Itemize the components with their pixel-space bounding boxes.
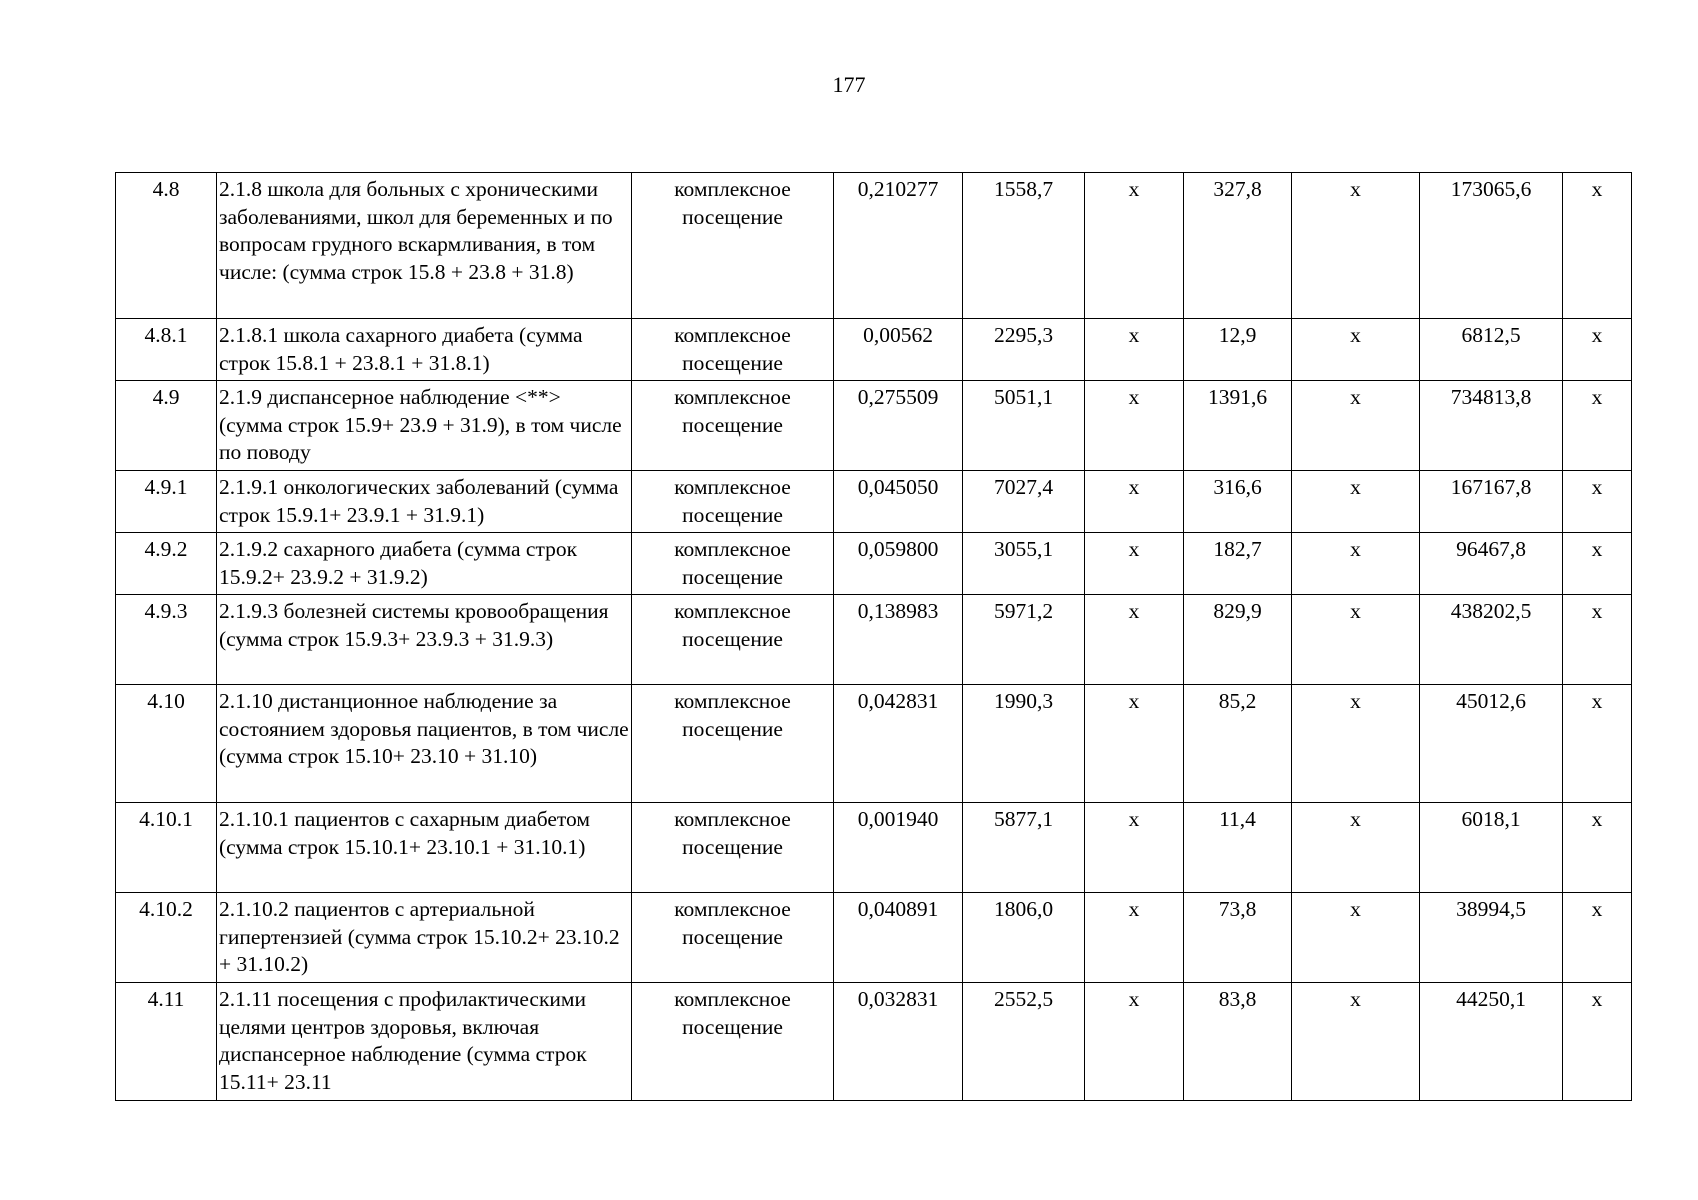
row-value-2: 5051,1	[963, 381, 1085, 471]
row-number: 4.8	[116, 173, 217, 319]
table-row	[116, 685, 1632, 803]
row-value-5: х	[1292, 685, 1420, 803]
row-unit: комплексное посещение	[632, 893, 834, 983]
row-value-4: 83,8	[1184, 983, 1292, 1101]
row-value-5: х	[1292, 533, 1420, 595]
row-value-1: 0,032831	[834, 983, 963, 1101]
row-value-4: 11,4	[1184, 803, 1292, 893]
row-value-1: 0,275509	[834, 381, 963, 471]
row-value-6: 173065,6	[1420, 173, 1563, 319]
row-number: 4.9.2	[116, 533, 217, 595]
row-value-5: х	[1292, 381, 1420, 471]
row-value-2: 7027,4	[963, 471, 1085, 533]
data-table	[115, 172, 1632, 1101]
row-value-1: 0,042831	[834, 685, 963, 803]
row-value-3: х	[1085, 983, 1184, 1101]
row-value-3: х	[1085, 803, 1184, 893]
table-row	[116, 173, 1632, 319]
row-value-6: 96467,8	[1420, 533, 1563, 595]
row-name: 2.1.10.2 пациентов с артериальной гипертензией (сумма строк 15.10.2+ 23.10.2 + 31.10.2)	[217, 893, 632, 983]
table-row	[116, 595, 1632, 685]
row-value-5: х	[1292, 595, 1420, 685]
row-unit: комплексное посещение	[632, 381, 834, 471]
table-row	[116, 381, 1632, 471]
row-value-7: х	[1563, 983, 1632, 1101]
row-value-3: х	[1085, 173, 1184, 319]
row-value-1: 0,040891	[834, 893, 963, 983]
row-name: 2.1.11 посещения с профилактическими целями центров здоровья, включая диспансерное наблюдение (сумма строк 15.11+ 23.11	[217, 983, 632, 1101]
row-value-7: х	[1563, 471, 1632, 533]
row-name: 2.1.9 диспансерное наблюдение <**> (сумма строк 15.9+ 23.9 + 31.9), в том числе по поводу	[217, 381, 632, 471]
row-number: 4.9	[116, 381, 217, 471]
row-value-6: 6018,1	[1420, 803, 1563, 893]
row-value-7: х	[1563, 319, 1632, 381]
row-value-4: 85,2	[1184, 685, 1292, 803]
row-unit: комплексное посещение	[632, 983, 834, 1101]
row-value-3: х	[1085, 319, 1184, 381]
row-value-3: х	[1085, 533, 1184, 595]
row-value-4: 73,8	[1184, 893, 1292, 983]
row-unit: комплексное посещение	[632, 533, 834, 595]
row-value-2: 5877,1	[963, 803, 1085, 893]
row-name: 2.1.8 школа для больных с хроническими заболеваниями, школ для беременных и по вопросам грудного вскармливания, в том числе: (сумма строк 15.8 + 23.8 + 31.8)	[217, 173, 632, 319]
row-name: 2.1.9.2 сахарного диабета (сумма строк 15.9.2+ 23.9.2 + 31.9.2)	[217, 533, 632, 595]
row-value-4: 829,9	[1184, 595, 1292, 685]
row-value-2: 5971,2	[963, 595, 1085, 685]
row-value-2: 1806,0	[963, 893, 1085, 983]
row-value-7: х	[1563, 893, 1632, 983]
row-value-6: 167167,8	[1420, 471, 1563, 533]
row-unit: комплексное посещение	[632, 471, 834, 533]
row-value-2: 1558,7	[963, 173, 1085, 319]
row-value-5: х	[1292, 983, 1420, 1101]
row-number: 4.11	[116, 983, 217, 1101]
row-value-1: 0,00562	[834, 319, 963, 381]
row-value-7: х	[1563, 173, 1632, 319]
row-unit: комплексное посещение	[632, 595, 834, 685]
row-value-1: 0,210277	[834, 173, 963, 319]
row-value-7: х	[1563, 803, 1632, 893]
row-value-7: х	[1563, 381, 1632, 471]
row-value-4: 182,7	[1184, 533, 1292, 595]
row-name: 2.1.10.1 пациентов с сахарным диабетом (сумма строк 15.10.1+ 23.10.1 + 31.10.1)	[217, 803, 632, 893]
table-row	[116, 983, 1632, 1101]
row-unit: комплексное посещение	[632, 173, 834, 319]
row-number: 4.10	[116, 685, 217, 803]
row-value-6: 6812,5	[1420, 319, 1563, 381]
row-value-2: 3055,1	[963, 533, 1085, 595]
row-value-1: 0,045050	[834, 471, 963, 533]
table-row	[116, 533, 1632, 595]
row-value-3: х	[1085, 685, 1184, 803]
row-value-6: 44250,1	[1420, 983, 1563, 1101]
table-row	[116, 319, 1632, 381]
row-value-2: 2552,5	[963, 983, 1085, 1101]
row-value-5: х	[1292, 173, 1420, 319]
row-number: 4.10.1	[116, 803, 217, 893]
row-unit: комплексное посещение	[632, 319, 834, 381]
row-value-1: 0,001940	[834, 803, 963, 893]
row-unit: комплексное посещение	[632, 803, 834, 893]
row-value-5: х	[1292, 893, 1420, 983]
page-number: 177	[832, 72, 866, 97]
row-value-1: 0,059800	[834, 533, 963, 595]
table-row	[116, 803, 1632, 893]
row-value-4: 327,8	[1184, 173, 1292, 319]
row-value-4: 316,6	[1184, 471, 1292, 533]
row-value-6: 734813,8	[1420, 381, 1563, 471]
row-value-4: 12,9	[1184, 319, 1292, 381]
row-name: 2.1.9.3 болезней системы кровообращения (сумма строк 15.9.3+ 23.9.3 + 31.9.3)	[217, 595, 632, 685]
row-number: 4.8.1	[116, 319, 217, 381]
row-value-3: х	[1085, 595, 1184, 685]
row-value-3: х	[1085, 471, 1184, 533]
row-name: 2.1.9.1 онкологических заболеваний (сумма строк 15.9.1+ 23.9.1 + 31.9.1)	[217, 471, 632, 533]
row-value-2: 1990,3	[963, 685, 1085, 803]
row-name: 2.1.10 дистанционное наблюдение за состоянием здоровья пациентов, в том числе (сумма строк 15.10+ 23.10 + 31.10)	[217, 685, 632, 803]
table-row	[116, 893, 1632, 983]
row-value-6: 438202,5	[1420, 595, 1563, 685]
row-value-7: х	[1563, 685, 1632, 803]
row-value-5: х	[1292, 319, 1420, 381]
table-row	[116, 471, 1632, 533]
row-name: 2.1.8.1 школа сахарного диабета (сумма строк 15.8.1 + 23.8.1 + 31.8.1)	[217, 319, 632, 381]
row-number: 4.9.1	[116, 471, 217, 533]
row-value-6: 45012,6	[1420, 685, 1563, 803]
row-value-2: 2295,3	[963, 319, 1085, 381]
row-value-5: х	[1292, 471, 1420, 533]
row-value-6: 38994,5	[1420, 893, 1563, 983]
row-value-4: 1391,6	[1184, 381, 1292, 471]
row-value-3: х	[1085, 381, 1184, 471]
row-value-7: х	[1563, 533, 1632, 595]
row-value-3: х	[1085, 893, 1184, 983]
row-value-7: х	[1563, 595, 1632, 685]
row-number: 4.9.3	[116, 595, 217, 685]
row-value-5: х	[1292, 803, 1420, 893]
row-number: 4.10.2	[116, 893, 217, 983]
row-value-1: 0,138983	[834, 595, 963, 685]
row-unit: комплексное посещение	[632, 685, 834, 803]
